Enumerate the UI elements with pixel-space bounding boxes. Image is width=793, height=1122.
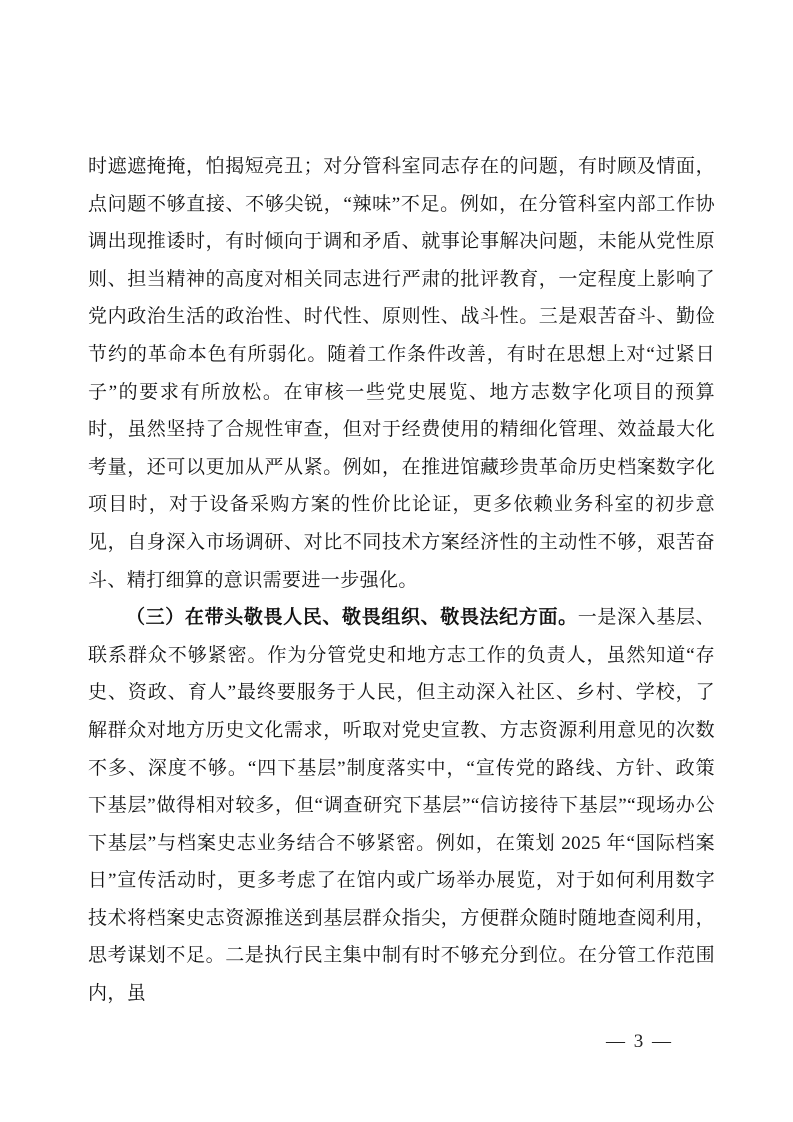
section-heading: （三）在带头敬畏人民、敬畏组织、敬畏法纪方面。 [126, 607, 578, 629]
document-body [88, 148, 715, 1013]
section-body-text: 一是深入基层、联系群众不够紧密。作为分管党史和地方志工作的负责人，虽然知道“存史、资政、育人”最终要服务于人民，但主动深入社区、乡村、学校，了解群众对地方历史文化需求，听取对党史宣教、方志资源利用意见的次数不多、深度不够。“四下基层”制度落实中，“宣传党的路线、方针、政策下基层”做得相对较多，但“调查研究下基层”“信访接待下基层”“现场办公下基层”与档案史志业务结合不够紧密。例如，在策划 2025 年“国际档案日”宣传活动时，更多考虑了在馆内或广场举办展览，对于如何利用数字技术将档案史志资源推送到基层群众指尖，方便群众随时随地查阅利用，思考谋划不足。二是执行民主集中制有时不够充分到位。在分管工作范围内，虽 [88, 607, 715, 1005]
paragraph-section-three [88, 599, 715, 1013]
page-number: — 3 — [606, 1031, 673, 1052]
paragraph-continuation: 时遮遮掩掩，怕揭短亮丑；对分管科室同志存在的问题，有时顾及情面，点问题不够直接、不够尖锐，“辣味”不足。例如，在分管科室内部工作协调出现推诿时，有时倾向于调和矛盾、就事论事解决问题，未能从党性原则、担当精神的高度对相关同志进行严肃的批评教育，一定程度上影响了党内政治生活的政治性、时代性、原则性、战斗性。三是艰苦奋斗、勤俭节约的革命本色有所弱化。随着工作条件改善，有时在思想上对“过紧日子”的要求有所放松。在审核一些党史展览、地方志数字化项目的预算时，虽然坚持了合规性审查，但对于经费使用的精细化管理、效益最大化考量，还可以更加从严从紧。例如，在推进馆藏珍贵革命历史档案数字化项目时，对于设备采购方案的性价比论证，更多依赖业务科室的初步意见，自身深入市场调研、对比不同技术方案经济性的主动性不够，艰苦奋斗、精打细算的意识需要进一步强化。 [88, 156, 715, 591]
